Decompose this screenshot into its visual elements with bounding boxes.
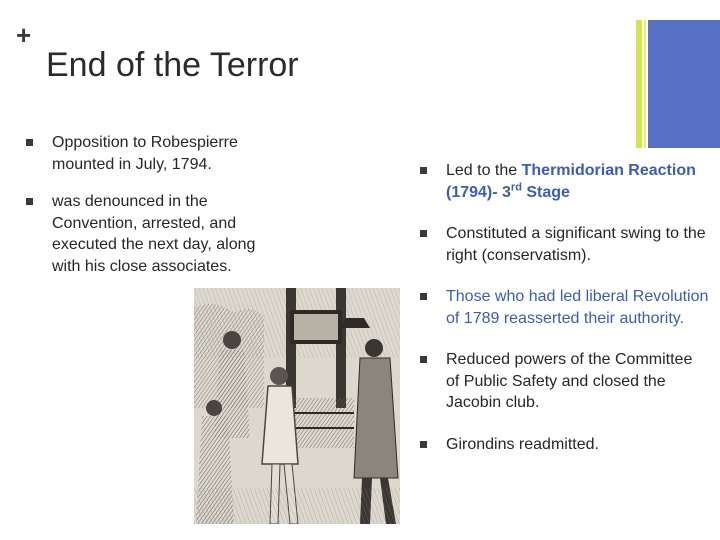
- bullet-square-icon: [420, 230, 427, 237]
- bullet-square-icon: [420, 356, 427, 363]
- accent-bar-blue: [648, 20, 720, 148]
- execution-engraving-image: [194, 288, 400, 524]
- stage-highlight: Stage: [521, 183, 570, 201]
- slide-title: End of the Terror: [46, 46, 299, 84]
- bullet-text: Girondins readmitted.: [446, 435, 599, 453]
- list-item: [420, 223, 710, 266]
- list-item: [26, 191, 288, 277]
- left-bullet-list: [26, 132, 288, 277]
- bullet-text: Opposition to Robespierre mounted in July, 1794.: [52, 134, 238, 173]
- list-item: [420, 160, 710, 203]
- bullet-text: Constituted a significant swing to the right (conservatism).: [446, 225, 706, 264]
- engraving-illustration: [194, 288, 400, 524]
- thermidorian-highlight: Thermidorian Reaction (1794)- 3: [446, 162, 696, 201]
- bullet-square-icon: [420, 293, 427, 300]
- bullet-square-icon: [420, 167, 427, 174]
- right-bullet-list: [420, 160, 710, 455]
- accent-bar-green-light: [644, 20, 646, 148]
- plus-mark: +: [16, 20, 32, 50]
- bullet-square-icon: [420, 441, 427, 448]
- list-item: [420, 349, 710, 414]
- list-item: [26, 132, 288, 175]
- ordinal-suffix: rd: [510, 181, 522, 194]
- bullet-square-icon: [26, 139, 33, 146]
- bullet-text: Those who had led liberal Revolution of 1789 reasserted their authority.: [446, 288, 709, 327]
- list-item: [420, 434, 710, 456]
- accent-bar-green: [636, 20, 642, 148]
- bullet-text: Led to the: [446, 162, 522, 179]
- list-item: [420, 286, 710, 329]
- bullet-text: was denounced in the Convention, arrested, and executed the next day, along with his close associates.: [52, 193, 256, 275]
- bullet-square-icon: [26, 198, 33, 205]
- bullet-text: Reduced powers of the Committee of Public Safety and closed the Jacobin club.: [446, 351, 693, 411]
